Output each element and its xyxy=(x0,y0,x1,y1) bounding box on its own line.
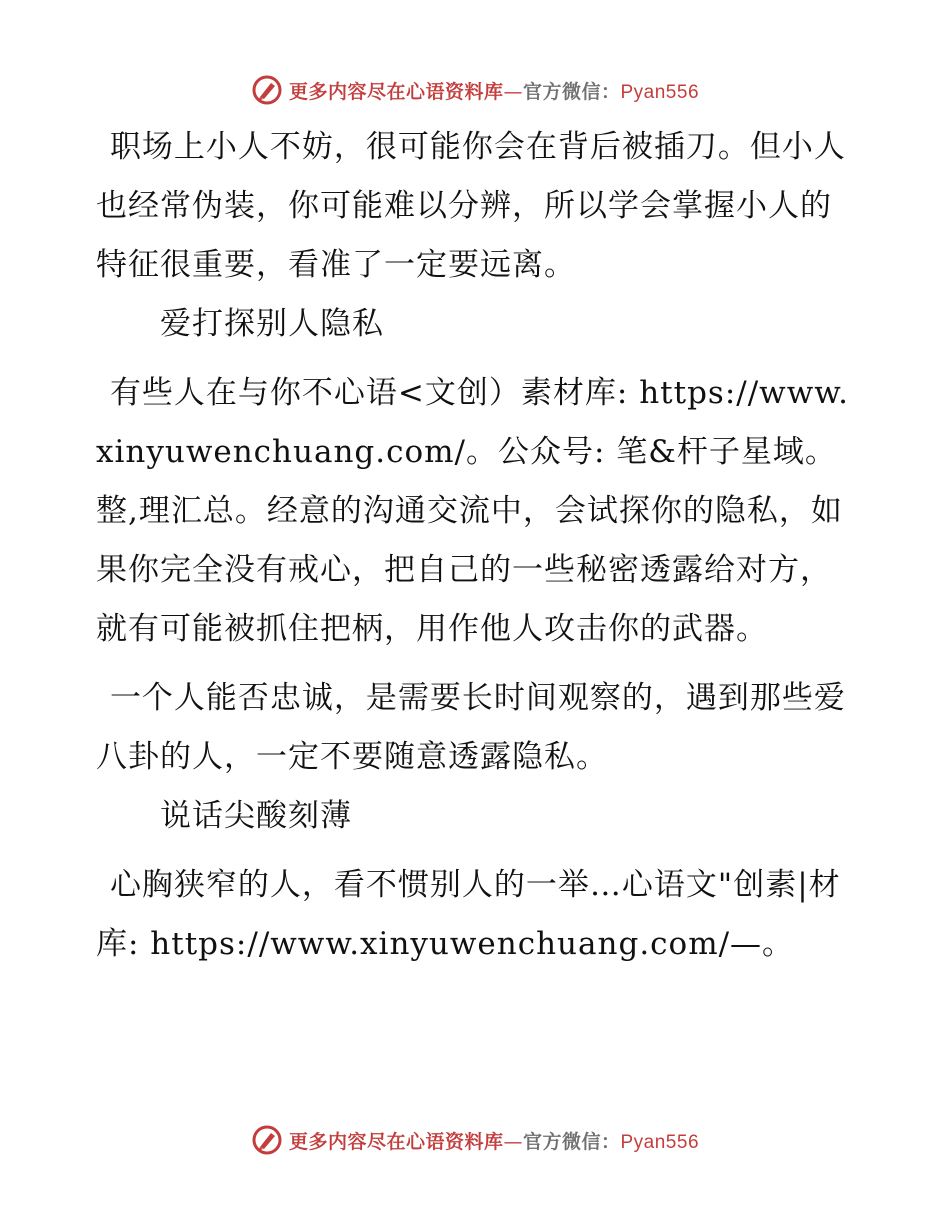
paragraph-intro: 职场上小人不妨，很可能你会在背后被插刀。但小人也经常伪装，你可能难以分辨，所以学会掌握小人的特征很重要，看准了一定要远离。 xyxy=(96,129,846,283)
pen-logo-icon xyxy=(251,74,283,106)
watermark-dash: — xyxy=(503,1130,523,1153)
watermark-id: Pyan556 xyxy=(620,1131,700,1153)
header-watermark xyxy=(0,72,950,108)
paragraph-privacy: 有些人在与你不心语<文创）素材库: https://www.xinyuwenchuang.com/。公众号: 笔&杆子星域。整,理汇总。经意的沟通交流中，会试探你的隐私，如果你完全没有戒心，把自己的一些秘密透露给对方，就有可能被抓住把柄，用作他人攻击你的武器。 xyxy=(96,375,849,647)
footer-watermark xyxy=(0,1122,950,1158)
watermark-text xyxy=(289,1127,699,1154)
document-body xyxy=(96,118,856,974)
watermark-dash: — xyxy=(503,80,523,103)
watermark-text xyxy=(289,77,699,104)
pen-logo-icon xyxy=(251,1124,283,1156)
watermark-main: 更多内容尽在心语资料库 xyxy=(288,1130,504,1153)
watermark-sub: 官方微信： xyxy=(522,1130,621,1153)
watermark-main: 更多内容尽在心语资料库 xyxy=(288,80,504,103)
paragraph-loyalty: 一个人能否忠诚，是需要长时间观察的，遇到那些爱八卦的人，一定不要随意透露隐私。 xyxy=(96,680,846,775)
paragraph-narrow-minded: 心胸狭窄的人，看不惯别人的一举…心语文"创素|材库: https://www.xinyuwenchuang.com/—。 xyxy=(96,867,841,962)
section-heading-sharp-tongue: 说话尖酸刻薄 xyxy=(160,798,352,834)
section-heading-privacy: 爱打探别人隐私 xyxy=(160,306,384,342)
watermark-sub: 官方微信： xyxy=(522,80,621,103)
watermark-id: Pyan556 xyxy=(620,81,700,103)
